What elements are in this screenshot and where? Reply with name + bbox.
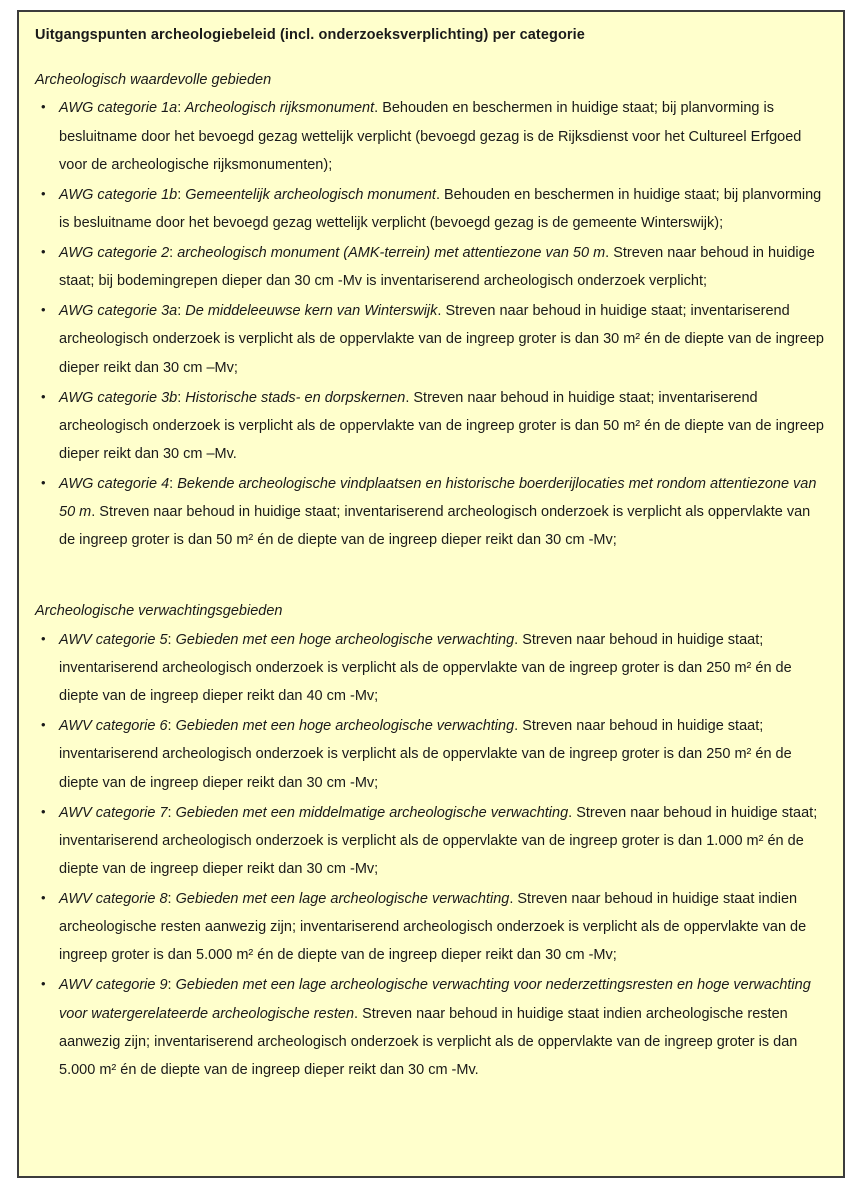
category-separator: :	[169, 245, 174, 262]
category-description: . Streven naar behoud in huidige staat indien archeologische resten aanwezig zijn; inventariserend archeologisch onderzoek is verplicht als de oppervlakte van de ingreep groter is dan 5.000 m² én de diepte van de ingreep dieper reikt dan 30 cm -Mv.	[59, 1005, 798, 1078]
category-description: . Streven naar behoud in huidige staat; inventariserend archeologisch onderzoek is verplicht als de oppervlakte van de ingreep groter is dan 250 m² én de diepte van de ingreep dieper reikt dan 30 cm -Mv;	[59, 718, 792, 791]
page-title: Uitgangspunten archeologiebeleid (incl. onderzoeksverplichting) per categorie	[35, 27, 585, 43]
category-title: Archeologisch rijksmonument	[181, 100, 375, 117]
category-separator: :	[177, 186, 182, 203]
list-item	[35, 94, 829, 178]
bullet-icon: •	[41, 475, 46, 491]
bullet-icon: •	[41, 630, 46, 646]
category-separator: :	[169, 476, 174, 493]
section-archeologische-verwachtingsgebieden	[32, 602, 829, 1084]
list-item	[35, 239, 829, 295]
list-item	[35, 181, 829, 237]
category-label: AWV categorie 8	[59, 891, 168, 908]
list-item	[35, 626, 829, 710]
list-item	[35, 297, 829, 381]
category-list-awg	[32, 94, 829, 554]
category-label: AWG categorie 1b	[59, 186, 178, 203]
category-title: archeologisch monument (AMK-terrein) met attentiezone van 50 m	[173, 245, 606, 262]
category-separator: :	[167, 804, 172, 821]
category-description: . Streven naar behoud in huidige staat indien archeologische resten aanwezig zijn; inventariserend archeologisch onderzoek is verplicht als de oppervlakte van de ingreep groter is dan 5.000 m² én de diepte van de ingreep dieper reikt dan 30 cm -Mv;	[59, 891, 807, 964]
category-title: Gemeentelijk archeologisch monument	[181, 186, 436, 203]
category-description: . Streven naar behoud in huidige staat; inventariserend archeologisch onderzoek is verplicht als de oppervlakte van de ingreep groter is dan 250 m² én de diepte van de ingreep dieper reikt dan 40 cm -Mv;	[59, 631, 792, 705]
category-separator: :	[177, 303, 182, 320]
category-title: Historische stads- en dorpskernen	[181, 389, 406, 406]
category-separator: :	[167, 977, 172, 994]
section-heading: Archeologische verwachtingsgebieden	[35, 603, 283, 620]
category-separator: :	[167, 718, 172, 735]
category-title: Bekende archeologische vindplaatsen en historische boerderijlocaties met rondom attentiezone van 50 m	[59, 476, 817, 521]
category-label: AWV categorie 6	[59, 718, 168, 735]
category-label: AWG categorie 3a	[59, 303, 178, 320]
category-title: Gebieden met een hoge archeologische verwachting	[171, 718, 515, 735]
category-separator: :	[167, 631, 172, 648]
category-title: Gebieden met een lage archeologische verwachting voor nederzettingsresten en hoge verwachting voor watergerelateerde archeologische resten	[59, 977, 811, 1022]
list-item	[35, 384, 829, 468]
bullet-icon: •	[41, 99, 46, 115]
category-label: AWV categorie 5	[59, 631, 168, 648]
list-item	[35, 712, 829, 796]
list-item	[35, 470, 829, 554]
bullet-icon: •	[41, 244, 46, 260]
bullet-icon: •	[41, 302, 46, 318]
bullet-icon: •	[41, 717, 46, 733]
category-label: AWG categorie 1a	[59, 100, 178, 117]
section-archeologisch-waardevolle-gebieden	[32, 71, 829, 555]
category-label: AWG categorie 3b	[59, 389, 178, 406]
category-title: Gebieden met een middelmatige archeologische verwachting	[171, 804, 569, 821]
category-title: De middeleeuwse kern van Winterswijk	[181, 303, 438, 320]
category-label: AWV categorie 7	[59, 804, 168, 821]
category-description: . Streven naar behoud in huidige staat; inventariserend archeologisch onderzoek is verplicht als de oppervlakte van de ingreep groter is dan 1.000 m² én de diepte van de ingreep dieper reikt dan 30 cm -Mv;	[59, 804, 818, 877]
category-description: . Streven naar behoud in huidige staat; inventariserend archeologisch onderzoek is verplicht als de oppervlakte van de ingreep groter is dan 30 m² én de diepte van de ingreep dieper reikt dan 30 cm –Mv;	[59, 303, 824, 376]
category-description: . Behouden en beschermen in huidige staat; bij planvorming is besluitname door het bevoegd gezag wettelijk verplicht (bevoegd gezag is de Rijksdienst voor het Cultureel Erfgoed voor de archeologische rijksmonumenten);	[59, 100, 802, 173]
list-item	[35, 885, 829, 969]
category-label: AWV categorie 9	[59, 977, 168, 994]
list-item	[35, 971, 829, 1084]
category-description: . Behouden en beschermen in huidige staat; bij planvorming is besluitname door het bevoegd gezag wettelijk verplicht (bevoegd gezag is de gemeente Winterswijk);	[59, 186, 822, 231]
category-separator: :	[177, 389, 182, 406]
category-label: AWG categorie 2	[59, 245, 170, 262]
section-heading: Archeologisch waardevolle gebieden	[35, 71, 272, 88]
category-description: . Streven naar behoud in huidige staat; inventariserend archeologisch onderzoek is verplicht als oppervlakte van de ingreep groter is dan 50 m² én de diepte van de ingreep dieper reikt dan 30 cm -Mv;	[59, 504, 811, 549]
bullet-icon: •	[41, 803, 46, 819]
category-description: . Streven naar behoud in huidige staat; bij bodemingrepen dieper dan 30 cm -Mv is inventariserend archeologisch onderzoek verplicht;	[59, 245, 815, 290]
category-label: AWG categorie 4	[59, 476, 170, 493]
document-panel	[17, 10, 845, 1178]
category-description: . Streven naar behoud in huidige staat; inventariserend archeologisch onderzoek is verplicht als de oppervlakte van de ingreep groter is dan 50 m² én de diepte van de ingreep dieper reikt dan 30 cm –Mv.	[59, 389, 824, 462]
bullet-icon: •	[41, 388, 46, 404]
category-separator: :	[167, 891, 172, 908]
category-list-awv	[32, 626, 829, 1084]
list-item	[35, 799, 829, 883]
bullet-icon: •	[41, 976, 46, 992]
category-title: Gebieden met een lage archeologische verwachting	[171, 891, 510, 908]
category-separator: :	[177, 100, 182, 117]
category-title: Gebieden met een hoge archeologische verwachting	[171, 631, 515, 648]
bullet-icon: •	[41, 890, 46, 906]
bullet-icon: •	[41, 185, 46, 201]
